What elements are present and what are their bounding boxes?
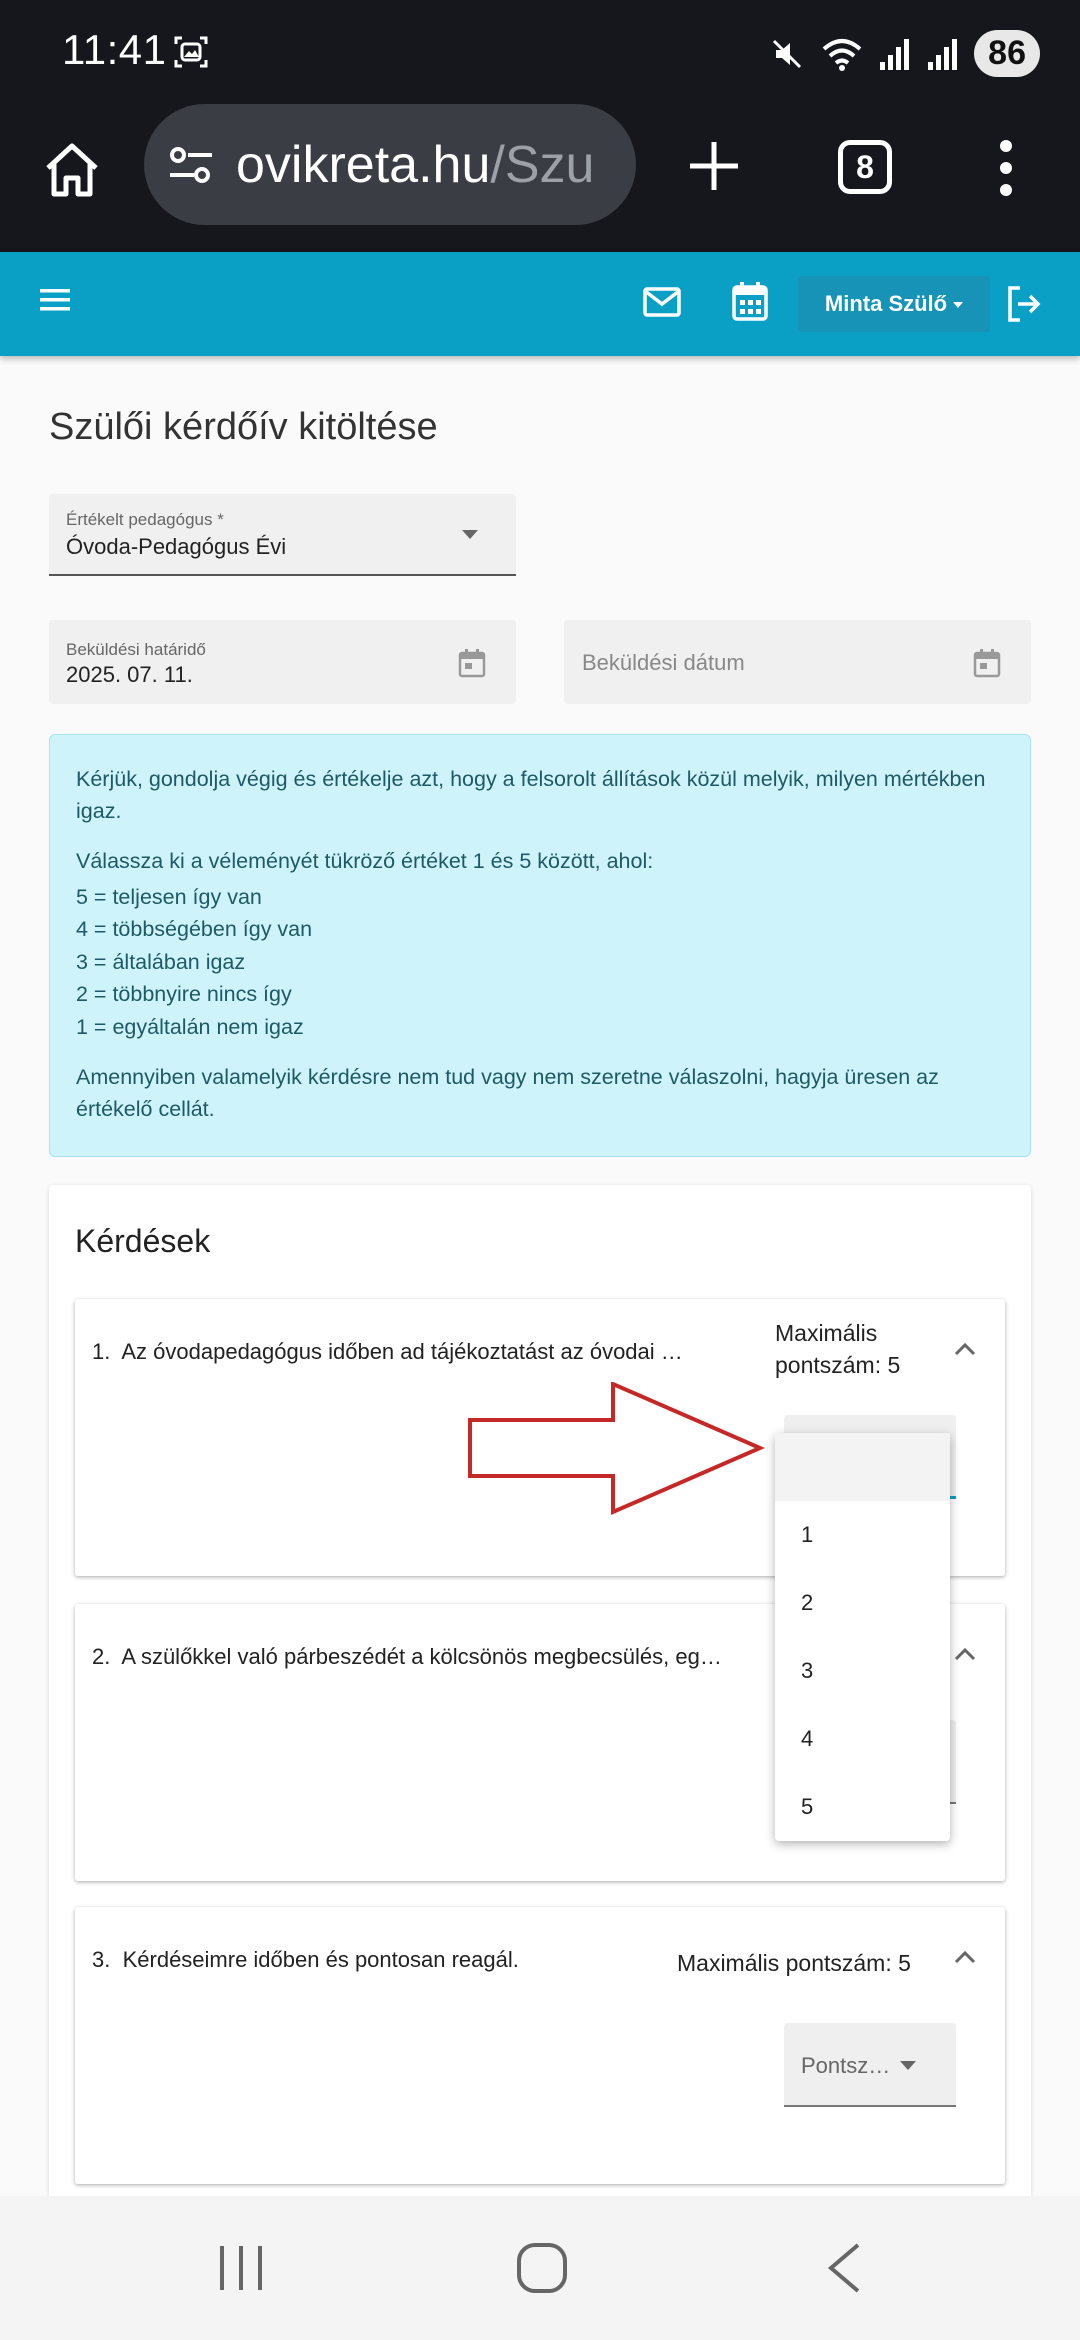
deadline-value: 2025. 07. 11. [66,662,193,687]
signal-icon-2 [926,36,960,72]
score-dropdown-menu [775,1433,950,1841]
mail-icon[interactable] [642,282,682,322]
dropdown-option-empty[interactable] [775,1433,950,1501]
dropdown-caret-icon [462,530,478,539]
question-text [92,1644,792,1670]
teacher-select-value: Óvoda-Pedagógus Évi [66,534,287,559]
info-choose: Válassza ki a véleményét tükröző értéket 1 és 5 között, ahol: [76,849,654,873]
menu-icon[interactable] [38,286,72,314]
home-icon[interactable] [42,140,102,200]
score-select[interactable] [784,2023,956,2107]
question-number: 1. [92,1339,111,1364]
url-text [236,135,594,195]
battery-indicator: 86 [974,30,1040,77]
back-icon[interactable] [826,2242,862,2294]
question-label: Az óvodapedagógus időben ad tájékoztatást az óvodai … [121,1339,683,1364]
wifi-icon [820,35,864,73]
info-scale-item: 1 = egyáltalán nem igaz [76,1014,304,1039]
system-nav-bar [0,2196,1080,2340]
submit-date-field[interactable] [564,620,1031,704]
logout-icon[interactable] [1004,284,1044,324]
calendar-icon[interactable] [458,648,486,678]
dropdown-option-4[interactable]: 4 [801,1726,814,1751]
browser-toolbar [0,104,1080,252]
app-bar [0,252,1080,356]
gallery-icon [172,34,210,70]
dropdown-option-3[interactable]: 3 [801,1658,814,1683]
home-nav-icon[interactable] [516,2242,568,2294]
info-scale-list [76,881,1004,1043]
teacher-select[interactable] [49,494,516,576]
url-path: /Szu [490,135,595,194]
question-panel-3[interactable] [75,1907,1005,2184]
mute-icon [768,35,806,73]
question-max-score: Maximális pontszám: 5 [775,1320,901,1378]
user-menu-button[interactable] [798,276,990,332]
new-tab-icon[interactable] [686,138,742,194]
chevron-up-icon[interactable] [953,1646,977,1662]
info-intro: Kérjük, gondolja végig és értékelje azt, hogy a felsorolt állítások közül melyik, milyen mértékben igaz. [76,767,986,823]
chevron-up-icon[interactable] [953,1949,977,1965]
calendar-icon[interactable] [732,280,768,322]
page-title: Szülői kérdőív kitöltése [49,406,438,448]
question-label: A szülőkkel való párbeszédét a kölcsönös megbecsülés, eg… [121,1644,722,1669]
red-arrow-annotation [468,1382,768,1518]
signal-icon [878,36,912,72]
dropdown-option-1[interactable]: 1 [801,1522,814,1547]
question-max-score: Maximális pontszám: 5 [677,1950,911,1976]
info-scale-item: 5 = teljesen így van [76,885,262,909]
tab-switcher-button[interactable]: 8 [838,140,892,194]
question-label: Kérdéseimre időben és pontosan reagál. [122,1947,519,1972]
recent-apps-icon[interactable] [218,2244,264,2292]
url-host: ovikreta.hu [236,135,491,194]
info-scale-item: 3 = általában igaz [76,949,246,974]
dropdown-option-5[interactable]: 5 [801,1794,814,1819]
questions-title: Kérdések [75,1223,211,1259]
dropdown-caret-icon [900,2061,916,2070]
site-settings-icon[interactable] [168,145,214,185]
calendar-icon[interactable] [973,648,1001,678]
question-text [92,1339,782,1365]
url-bar[interactable] [144,104,636,225]
info-scale-item: 2 = többnyire nincs így [76,982,292,1007]
caret-down-icon [953,302,963,308]
question-text [92,1947,519,1973]
info-scale-item: 4 = többségében így van [76,917,313,942]
more-options-icon[interactable] [994,138,1018,198]
question-number: 3. [92,1947,111,1972]
teacher-select-label: Értékelt pedagógus * [66,510,224,529]
status-time: 11:41 [62,26,167,73]
dropdown-option-2[interactable]: 2 [801,1590,814,1615]
question-number: 2. [92,1644,111,1669]
score-select-placeholder: Pontsz… [801,2053,891,2078]
deadline-label: Beküldési határidő [66,640,206,659]
deadline-date-field[interactable] [49,620,516,704]
submit-date-placeholder: Beküldési dátum [582,650,745,675]
chevron-up-icon[interactable] [953,1341,977,1357]
info-box [49,734,1031,1157]
user-menu-label: Minta Szülő [824,291,948,316]
info-note: Amennyiben valamelyik kérdésre nem tud vagy nem szeretne válaszolni, hagyja üresen az értékelő cellát. [76,1065,939,1122]
status-bar [0,0,1080,104]
